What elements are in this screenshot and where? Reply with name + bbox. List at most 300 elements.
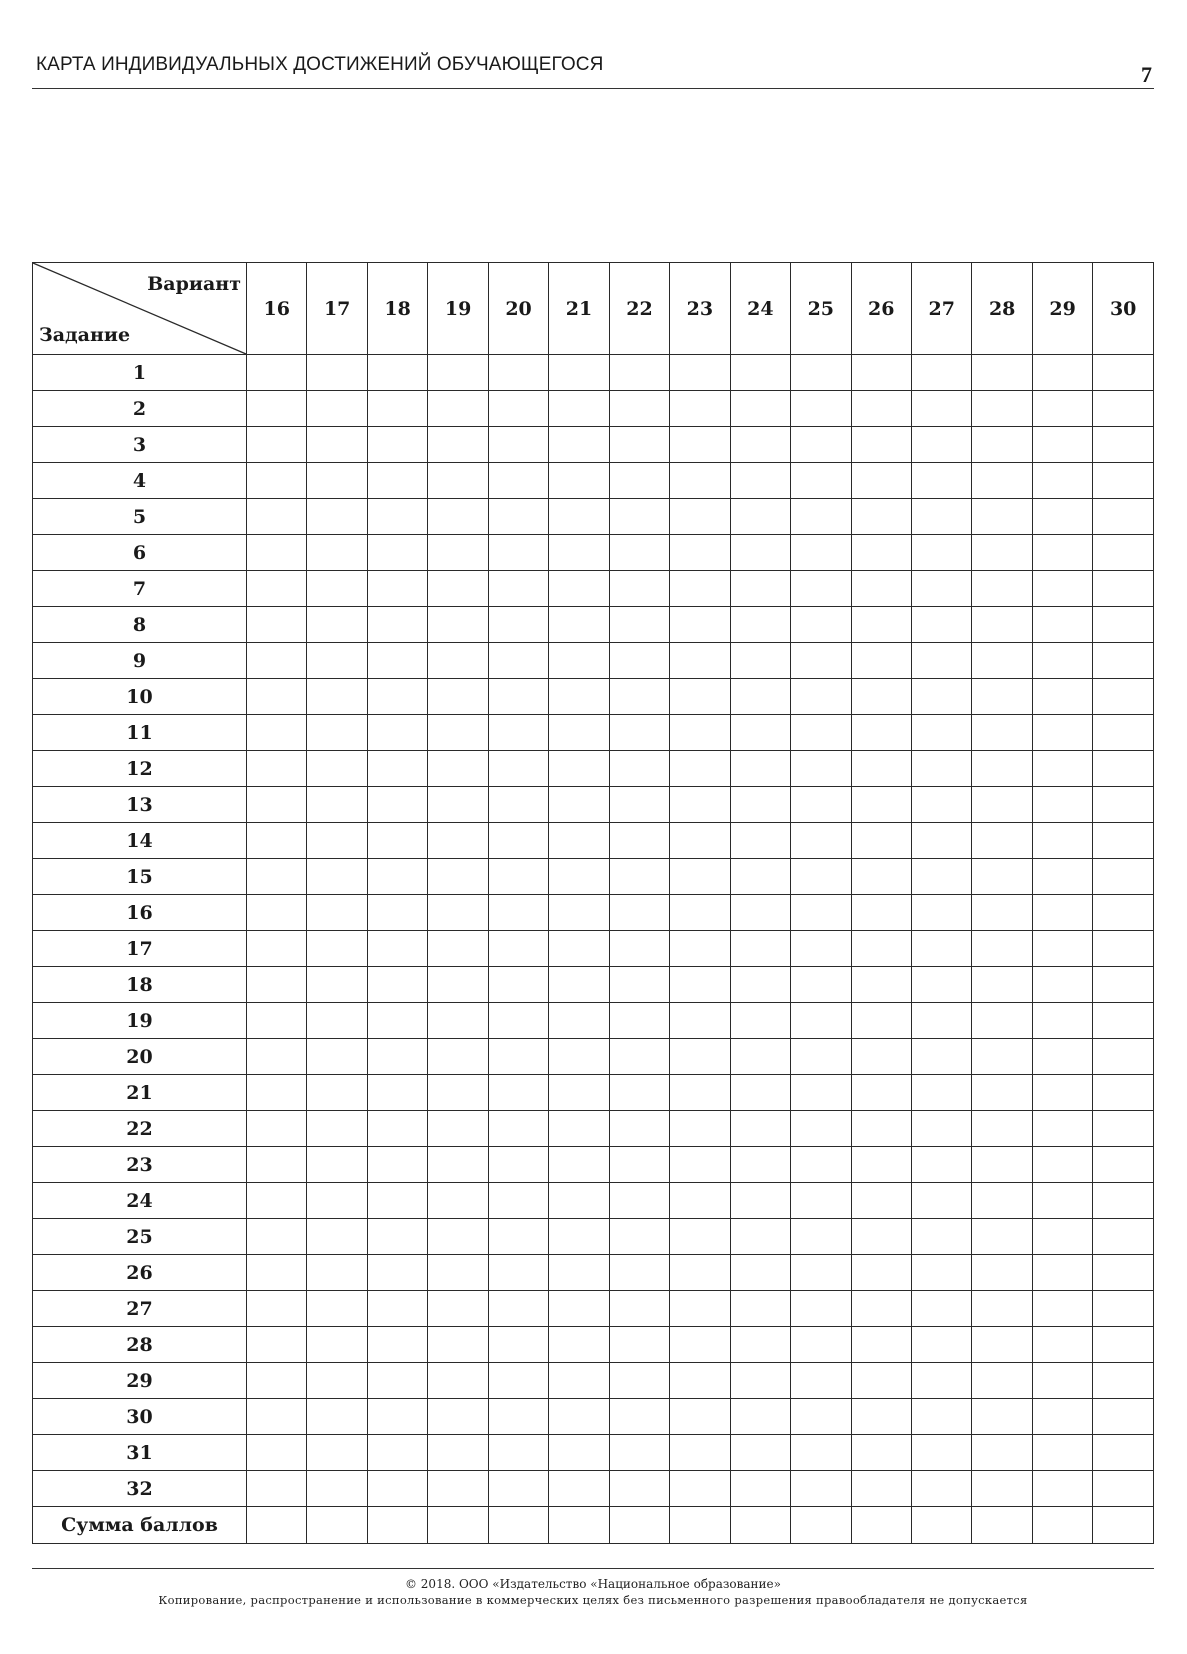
score-cell[interactable] bbox=[367, 931, 427, 967]
score-cell[interactable] bbox=[1093, 427, 1154, 463]
score-cell[interactable] bbox=[1032, 1003, 1092, 1039]
score-cell[interactable] bbox=[730, 391, 790, 427]
score-cell[interactable] bbox=[488, 1399, 548, 1435]
score-cell[interactable] bbox=[307, 499, 367, 535]
score-cell[interactable] bbox=[851, 1075, 911, 1111]
score-cell[interactable] bbox=[367, 499, 427, 535]
score-cell[interactable] bbox=[488, 679, 548, 715]
score-cell[interactable] bbox=[1032, 1435, 1092, 1471]
sum-cell[interactable] bbox=[307, 1507, 367, 1544]
score-cell[interactable] bbox=[307, 823, 367, 859]
score-cell[interactable] bbox=[730, 1363, 790, 1399]
score-cell[interactable] bbox=[791, 355, 851, 391]
score-cell[interactable] bbox=[549, 787, 609, 823]
score-cell[interactable] bbox=[670, 571, 730, 607]
score-cell[interactable] bbox=[911, 1183, 971, 1219]
score-cell[interactable] bbox=[1093, 679, 1154, 715]
score-cell[interactable] bbox=[367, 1183, 427, 1219]
score-cell[interactable] bbox=[488, 787, 548, 823]
score-cell[interactable] bbox=[911, 463, 971, 499]
score-cell[interactable] bbox=[791, 1039, 851, 1075]
score-cell[interactable] bbox=[488, 1327, 548, 1363]
score-cell[interactable] bbox=[911, 1111, 971, 1147]
score-cell[interactable] bbox=[851, 715, 911, 751]
score-cell[interactable] bbox=[972, 787, 1032, 823]
score-cell[interactable] bbox=[307, 391, 367, 427]
score-cell[interactable] bbox=[367, 1255, 427, 1291]
score-cell[interactable] bbox=[488, 463, 548, 499]
score-cell[interactable] bbox=[1032, 355, 1092, 391]
score-cell[interactable] bbox=[972, 1255, 1032, 1291]
score-cell[interactable] bbox=[730, 355, 790, 391]
score-cell[interactable] bbox=[730, 607, 790, 643]
score-cell[interactable] bbox=[307, 895, 367, 931]
score-cell[interactable] bbox=[670, 1219, 730, 1255]
score-cell[interactable] bbox=[367, 787, 427, 823]
score-cell[interactable] bbox=[730, 499, 790, 535]
score-cell[interactable] bbox=[851, 571, 911, 607]
score-cell[interactable] bbox=[851, 1255, 911, 1291]
score-cell[interactable] bbox=[307, 607, 367, 643]
sum-cell[interactable] bbox=[367, 1507, 427, 1544]
score-cell[interactable] bbox=[972, 1291, 1032, 1327]
score-cell[interactable] bbox=[972, 1003, 1032, 1039]
score-cell[interactable] bbox=[247, 1075, 307, 1111]
score-cell[interactable] bbox=[488, 715, 548, 751]
score-cell[interactable] bbox=[307, 1039, 367, 1075]
score-cell[interactable] bbox=[911, 391, 971, 427]
score-cell[interactable] bbox=[1032, 463, 1092, 499]
score-cell[interactable] bbox=[851, 1327, 911, 1363]
score-cell[interactable] bbox=[972, 643, 1032, 679]
score-cell[interactable] bbox=[1032, 823, 1092, 859]
score-cell[interactable] bbox=[730, 1399, 790, 1435]
score-cell[interactable] bbox=[730, 1471, 790, 1507]
score-cell[interactable] bbox=[549, 859, 609, 895]
score-cell[interactable] bbox=[670, 787, 730, 823]
score-cell[interactable] bbox=[1093, 1291, 1154, 1327]
score-cell[interactable] bbox=[972, 931, 1032, 967]
score-cell[interactable] bbox=[367, 1111, 427, 1147]
score-cell[interactable] bbox=[609, 751, 669, 787]
score-cell[interactable] bbox=[247, 1183, 307, 1219]
score-cell[interactable] bbox=[670, 427, 730, 463]
score-cell[interactable] bbox=[851, 1039, 911, 1075]
score-cell[interactable] bbox=[609, 715, 669, 751]
score-cell[interactable] bbox=[1093, 1003, 1154, 1039]
score-cell[interactable] bbox=[851, 463, 911, 499]
score-cell[interactable] bbox=[670, 463, 730, 499]
score-cell[interactable] bbox=[307, 1075, 367, 1111]
score-cell[interactable] bbox=[972, 427, 1032, 463]
score-cell[interactable] bbox=[609, 535, 669, 571]
score-cell[interactable] bbox=[549, 571, 609, 607]
score-cell[interactable] bbox=[307, 355, 367, 391]
score-cell[interactable] bbox=[730, 1111, 790, 1147]
score-cell[interactable] bbox=[791, 1363, 851, 1399]
score-cell[interactable] bbox=[911, 967, 971, 1003]
score-cell[interactable] bbox=[730, 1219, 790, 1255]
score-cell[interactable] bbox=[367, 1219, 427, 1255]
score-cell[interactable] bbox=[1032, 571, 1092, 607]
score-cell[interactable] bbox=[1093, 1039, 1154, 1075]
score-cell[interactable] bbox=[911, 499, 971, 535]
score-cell[interactable] bbox=[791, 427, 851, 463]
score-cell[interactable] bbox=[247, 1399, 307, 1435]
score-cell[interactable] bbox=[851, 355, 911, 391]
score-cell[interactable] bbox=[1093, 355, 1154, 391]
score-cell[interactable] bbox=[247, 895, 307, 931]
score-cell[interactable] bbox=[730, 463, 790, 499]
score-cell[interactable] bbox=[791, 967, 851, 1003]
score-cell[interactable] bbox=[1093, 931, 1154, 967]
score-cell[interactable] bbox=[972, 1111, 1032, 1147]
score-cell[interactable] bbox=[791, 751, 851, 787]
score-cell[interactable] bbox=[730, 859, 790, 895]
score-cell[interactable] bbox=[367, 463, 427, 499]
score-cell[interactable] bbox=[670, 715, 730, 751]
score-cell[interactable] bbox=[247, 1111, 307, 1147]
score-cell[interactable] bbox=[1032, 1219, 1092, 1255]
score-cell[interactable] bbox=[488, 355, 548, 391]
score-cell[interactable] bbox=[609, 1255, 669, 1291]
score-cell[interactable] bbox=[972, 715, 1032, 751]
score-cell[interactable] bbox=[247, 643, 307, 679]
score-cell[interactable] bbox=[428, 391, 488, 427]
score-cell[interactable] bbox=[428, 355, 488, 391]
score-cell[interactable] bbox=[367, 1039, 427, 1075]
score-cell[interactable] bbox=[851, 535, 911, 571]
score-cell[interactable] bbox=[307, 787, 367, 823]
score-cell[interactable] bbox=[911, 787, 971, 823]
score-cell[interactable] bbox=[247, 1435, 307, 1471]
score-cell[interactable] bbox=[428, 463, 488, 499]
score-cell[interactable] bbox=[1032, 1039, 1092, 1075]
score-cell[interactable] bbox=[670, 1291, 730, 1327]
score-cell[interactable] bbox=[367, 1471, 427, 1507]
score-cell[interactable] bbox=[730, 427, 790, 463]
score-cell[interactable] bbox=[247, 715, 307, 751]
score-cell[interactable] bbox=[367, 859, 427, 895]
score-cell[interactable] bbox=[1093, 1327, 1154, 1363]
score-cell[interactable] bbox=[791, 571, 851, 607]
score-cell[interactable] bbox=[549, 679, 609, 715]
score-cell[interactable] bbox=[911, 427, 971, 463]
score-cell[interactable] bbox=[911, 895, 971, 931]
score-cell[interactable] bbox=[791, 1147, 851, 1183]
score-cell[interactable] bbox=[428, 1255, 488, 1291]
score-cell[interactable] bbox=[972, 1327, 1032, 1363]
score-cell[interactable] bbox=[247, 1291, 307, 1327]
score-cell[interactable] bbox=[972, 1183, 1032, 1219]
score-cell[interactable] bbox=[730, 1147, 790, 1183]
score-cell[interactable] bbox=[307, 427, 367, 463]
score-cell[interactable] bbox=[609, 859, 669, 895]
score-cell[interactable] bbox=[670, 1075, 730, 1111]
score-cell[interactable] bbox=[488, 1111, 548, 1147]
score-cell[interactable] bbox=[367, 1075, 427, 1111]
score-cell[interactable] bbox=[1093, 463, 1154, 499]
score-cell[interactable] bbox=[488, 1291, 548, 1327]
score-cell[interactable] bbox=[791, 1471, 851, 1507]
score-cell[interactable] bbox=[307, 1111, 367, 1147]
score-cell[interactable] bbox=[549, 1435, 609, 1471]
score-cell[interactable] bbox=[307, 1327, 367, 1363]
score-cell[interactable] bbox=[307, 571, 367, 607]
score-cell[interactable] bbox=[549, 931, 609, 967]
score-cell[interactable] bbox=[972, 1363, 1032, 1399]
score-cell[interactable] bbox=[851, 1435, 911, 1471]
score-cell[interactable] bbox=[488, 1075, 548, 1111]
score-cell[interactable] bbox=[791, 1003, 851, 1039]
score-cell[interactable] bbox=[972, 859, 1032, 895]
score-cell[interactable] bbox=[488, 1219, 548, 1255]
score-cell[interactable] bbox=[1032, 751, 1092, 787]
score-cell[interactable] bbox=[1093, 787, 1154, 823]
score-cell[interactable] bbox=[1032, 931, 1092, 967]
score-cell[interactable] bbox=[1093, 967, 1154, 1003]
score-cell[interactable] bbox=[911, 679, 971, 715]
score-cell[interactable] bbox=[247, 355, 307, 391]
score-cell[interactable] bbox=[1032, 1255, 1092, 1291]
score-cell[interactable] bbox=[730, 1039, 790, 1075]
score-cell[interactable] bbox=[730, 1327, 790, 1363]
score-cell[interactable] bbox=[307, 1471, 367, 1507]
score-cell[interactable] bbox=[972, 571, 1032, 607]
score-cell[interactable] bbox=[428, 1327, 488, 1363]
score-cell[interactable] bbox=[428, 787, 488, 823]
score-cell[interactable] bbox=[791, 535, 851, 571]
score-cell[interactable] bbox=[367, 1291, 427, 1327]
score-cell[interactable] bbox=[791, 1219, 851, 1255]
score-cell[interactable] bbox=[791, 643, 851, 679]
score-cell[interactable] bbox=[911, 1075, 971, 1111]
score-cell[interactable] bbox=[549, 967, 609, 1003]
score-cell[interactable] bbox=[488, 1147, 548, 1183]
score-cell[interactable] bbox=[972, 355, 1032, 391]
score-cell[interactable] bbox=[791, 895, 851, 931]
score-cell[interactable] bbox=[1093, 1435, 1154, 1471]
score-cell[interactable] bbox=[670, 499, 730, 535]
score-cell[interactable] bbox=[488, 895, 548, 931]
score-cell[interactable] bbox=[609, 1039, 669, 1075]
score-cell[interactable] bbox=[488, 1435, 548, 1471]
score-cell[interactable] bbox=[1032, 895, 1092, 931]
score-cell[interactable] bbox=[911, 1399, 971, 1435]
score-cell[interactable] bbox=[367, 895, 427, 931]
score-cell[interactable] bbox=[549, 1471, 609, 1507]
score-cell[interactable] bbox=[609, 607, 669, 643]
score-cell[interactable] bbox=[609, 1219, 669, 1255]
score-cell[interactable] bbox=[488, 931, 548, 967]
score-cell[interactable] bbox=[247, 1147, 307, 1183]
score-cell[interactable] bbox=[1032, 607, 1092, 643]
score-cell[interactable] bbox=[730, 1255, 790, 1291]
score-cell[interactable] bbox=[730, 1291, 790, 1327]
sum-cell[interactable] bbox=[247, 1507, 307, 1544]
score-cell[interactable] bbox=[972, 967, 1032, 1003]
sum-cell[interactable] bbox=[609, 1507, 669, 1544]
score-cell[interactable] bbox=[730, 535, 790, 571]
score-cell[interactable] bbox=[247, 571, 307, 607]
score-cell[interactable] bbox=[911, 643, 971, 679]
score-cell[interactable] bbox=[367, 427, 427, 463]
score-cell[interactable] bbox=[730, 1183, 790, 1219]
score-cell[interactable] bbox=[972, 607, 1032, 643]
score-cell[interactable] bbox=[549, 1255, 609, 1291]
score-cell[interactable] bbox=[911, 571, 971, 607]
score-cell[interactable] bbox=[972, 1435, 1032, 1471]
score-cell[interactable] bbox=[1032, 1111, 1092, 1147]
score-cell[interactable] bbox=[367, 571, 427, 607]
score-cell[interactable] bbox=[549, 1363, 609, 1399]
score-cell[interactable] bbox=[670, 1039, 730, 1075]
score-cell[interactable] bbox=[670, 1435, 730, 1471]
score-cell[interactable] bbox=[972, 1219, 1032, 1255]
score-cell[interactable] bbox=[851, 679, 911, 715]
score-cell[interactable] bbox=[247, 391, 307, 427]
score-cell[interactable] bbox=[428, 895, 488, 931]
score-cell[interactable] bbox=[549, 751, 609, 787]
score-cell[interactable] bbox=[488, 1183, 548, 1219]
score-cell[interactable] bbox=[911, 751, 971, 787]
score-cell[interactable] bbox=[367, 1363, 427, 1399]
score-cell[interactable] bbox=[428, 1399, 488, 1435]
score-cell[interactable] bbox=[972, 895, 1032, 931]
score-cell[interactable] bbox=[791, 463, 851, 499]
score-cell[interactable] bbox=[609, 643, 669, 679]
sum-cell[interactable] bbox=[911, 1507, 971, 1544]
score-cell[interactable] bbox=[791, 715, 851, 751]
score-cell[interactable] bbox=[428, 931, 488, 967]
score-cell[interactable] bbox=[730, 823, 790, 859]
score-cell[interactable] bbox=[911, 1039, 971, 1075]
score-cell[interactable] bbox=[972, 823, 1032, 859]
score-cell[interactable] bbox=[549, 1327, 609, 1363]
score-cell[interactable] bbox=[1093, 751, 1154, 787]
sum-cell[interactable] bbox=[791, 1507, 851, 1544]
score-cell[interactable] bbox=[1093, 715, 1154, 751]
score-cell[interactable] bbox=[428, 1183, 488, 1219]
score-cell[interactable] bbox=[972, 463, 1032, 499]
score-cell[interactable] bbox=[670, 1147, 730, 1183]
score-cell[interactable] bbox=[307, 679, 367, 715]
score-cell[interactable] bbox=[1093, 1255, 1154, 1291]
score-cell[interactable] bbox=[911, 535, 971, 571]
score-cell[interactable] bbox=[851, 859, 911, 895]
score-cell[interactable] bbox=[549, 823, 609, 859]
score-cell[interactable] bbox=[549, 643, 609, 679]
score-cell[interactable] bbox=[247, 931, 307, 967]
score-cell[interactable] bbox=[911, 1363, 971, 1399]
sum-cell[interactable] bbox=[549, 1507, 609, 1544]
sum-cell[interactable] bbox=[428, 1507, 488, 1544]
score-cell[interactable] bbox=[670, 1003, 730, 1039]
score-cell[interactable] bbox=[428, 571, 488, 607]
score-cell[interactable] bbox=[851, 499, 911, 535]
score-cell[interactable] bbox=[730, 643, 790, 679]
score-cell[interactable] bbox=[549, 1111, 609, 1147]
score-cell[interactable] bbox=[1032, 427, 1092, 463]
score-cell[interactable] bbox=[609, 1399, 669, 1435]
score-cell[interactable] bbox=[247, 751, 307, 787]
score-cell[interactable] bbox=[851, 1291, 911, 1327]
score-cell[interactable] bbox=[730, 571, 790, 607]
score-cell[interactable] bbox=[307, 715, 367, 751]
score-cell[interactable] bbox=[609, 1435, 669, 1471]
score-cell[interactable] bbox=[247, 607, 307, 643]
score-cell[interactable] bbox=[1032, 967, 1092, 1003]
score-cell[interactable] bbox=[549, 895, 609, 931]
score-cell[interactable] bbox=[911, 715, 971, 751]
score-cell[interactable] bbox=[851, 967, 911, 1003]
score-cell[interactable] bbox=[1093, 1147, 1154, 1183]
sum-cell[interactable] bbox=[730, 1507, 790, 1544]
score-cell[interactable] bbox=[367, 1435, 427, 1471]
score-cell[interactable] bbox=[428, 823, 488, 859]
score-cell[interactable] bbox=[549, 1003, 609, 1039]
score-cell[interactable] bbox=[549, 499, 609, 535]
score-cell[interactable] bbox=[609, 931, 669, 967]
score-cell[interactable] bbox=[428, 535, 488, 571]
score-cell[interactable] bbox=[791, 679, 851, 715]
score-cell[interactable] bbox=[670, 1255, 730, 1291]
score-cell[interactable] bbox=[972, 535, 1032, 571]
score-cell[interactable] bbox=[367, 535, 427, 571]
score-cell[interactable] bbox=[851, 1399, 911, 1435]
score-cell[interactable] bbox=[247, 787, 307, 823]
score-cell[interactable] bbox=[730, 715, 790, 751]
score-cell[interactable] bbox=[911, 1435, 971, 1471]
score-cell[interactable] bbox=[428, 751, 488, 787]
score-cell[interactable] bbox=[247, 859, 307, 895]
score-cell[interactable] bbox=[247, 1363, 307, 1399]
score-cell[interactable] bbox=[1093, 1363, 1154, 1399]
score-cell[interactable] bbox=[791, 931, 851, 967]
score-cell[interactable] bbox=[1032, 1327, 1092, 1363]
score-cell[interactable] bbox=[609, 1363, 669, 1399]
score-cell[interactable] bbox=[549, 1291, 609, 1327]
sum-cell[interactable] bbox=[670, 1507, 730, 1544]
score-cell[interactable] bbox=[1093, 571, 1154, 607]
score-cell[interactable] bbox=[247, 967, 307, 1003]
score-cell[interactable] bbox=[670, 967, 730, 1003]
score-cell[interactable] bbox=[851, 607, 911, 643]
score-cell[interactable] bbox=[609, 1003, 669, 1039]
score-cell[interactable] bbox=[1093, 1399, 1154, 1435]
score-cell[interactable] bbox=[791, 607, 851, 643]
score-cell[interactable] bbox=[307, 1003, 367, 1039]
score-cell[interactable] bbox=[367, 1147, 427, 1183]
score-cell[interactable] bbox=[670, 1471, 730, 1507]
score-cell[interactable] bbox=[791, 1399, 851, 1435]
score-cell[interactable] bbox=[609, 463, 669, 499]
score-cell[interactable] bbox=[1093, 859, 1154, 895]
sum-cell[interactable] bbox=[851, 1507, 911, 1544]
score-cell[interactable] bbox=[488, 1255, 548, 1291]
score-cell[interactable] bbox=[367, 715, 427, 751]
score-cell[interactable] bbox=[670, 895, 730, 931]
score-cell[interactable] bbox=[972, 1039, 1032, 1075]
score-cell[interactable] bbox=[428, 1291, 488, 1327]
score-cell[interactable] bbox=[730, 931, 790, 967]
score-cell[interactable] bbox=[307, 751, 367, 787]
score-cell[interactable] bbox=[428, 499, 488, 535]
score-cell[interactable] bbox=[851, 1147, 911, 1183]
score-cell[interactable] bbox=[670, 859, 730, 895]
score-cell[interactable] bbox=[367, 607, 427, 643]
score-cell[interactable] bbox=[247, 1327, 307, 1363]
